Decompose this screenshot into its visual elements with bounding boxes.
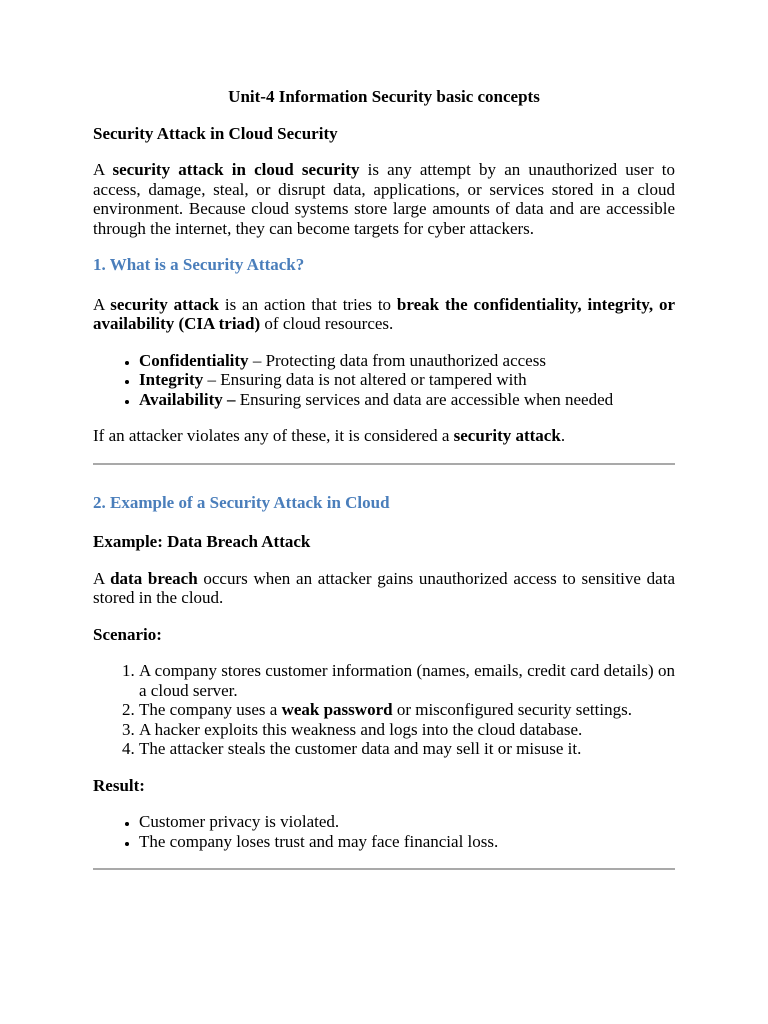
example-heading: Example: Data Breach Attack <box>93 532 311 551</box>
section1-bold-1: security attack <box>110 294 219 314</box>
closing-bold: security attack <box>453 426 561 445</box>
list-item <box>139 370 675 390</box>
bullet-desc: Ensuring services and data are accessible when needed <box>235 389 614 409</box>
list-item: • The company loses trust and may face financial loss. <box>139 832 675 852</box>
scenario-list <box>93 661 675 759</box>
list-item <box>139 739 675 759</box>
bullet-term: Integrity <box>139 370 204 389</box>
section2-text-2: occurs when an attacker gains unauthorized access to sensitive data stored in the cloud. <box>93 568 675 607</box>
section2-text-1: A <box>93 568 111 588</box>
cia-list <box>93 351 675 410</box>
list-item <box>139 661 675 700</box>
bullet-desc: – Ensuring data is not altered or tampered with <box>203 370 527 389</box>
scenario-text: The company uses a <box>139 700 282 719</box>
section1-text-1: A <box>93 294 111 314</box>
scenario-text: A company stores customer information (names, emails, credit card details) on a cloud server. <box>139 661 675 700</box>
section1-heading: 1. What is a Security Attack? <box>93 255 305 274</box>
closing-text-2: . <box>560 426 566 445</box>
list-item <box>139 390 675 410</box>
section1-bold-2: break the confidentiality, integrity, or availability (CIA triad) <box>93 294 676 333</box>
section1-text-2: is an action that tries to <box>218 294 397 314</box>
section1-text-3: of cloud resources. <box>260 314 394 333</box>
horizontal-divider <box>93 868 675 870</box>
section2-heading: 2. Example of a Security Attack in Cloud <box>93 492 390 512</box>
intro-text-2: is any attempt by an unauthorized user to access, damage, steal, or disrupt data, applications, or services stored in a cloud environment. Because cloud systems store large amounts of data and are accessible through the internet, they can become targets for cyber attackers. <box>93 160 676 238</box>
scenario-text: A hacker exploits this weakness and logs into the cloud database. <box>139 719 583 739</box>
result-label: Result: <box>93 775 145 795</box>
section1-closing <box>93 426 675 446</box>
horizontal-divider <box>93 463 675 465</box>
scenario-bold: weak password <box>281 700 393 719</box>
bullet-term: Confidentiality <box>139 350 249 370</box>
document-title: Unit-4 Information Security basic concepts <box>228 87 540 106</box>
scenario-text: The attacker steals the customer data and may sell it or misuse it. <box>139 739 582 758</box>
document-subtitle: Security Attack in Cloud Security <box>93 123 338 143</box>
scenario-text: or misconfigured security settings. <box>392 700 632 719</box>
section2-bold: data breach <box>110 568 198 588</box>
list-item <box>139 700 675 720</box>
bullet-desc: – Protecting data from unauthorized access <box>248 350 546 370</box>
section1-paragraph <box>93 295 675 334</box>
list-item <box>139 720 675 740</box>
list-item: • Customer privacy is violated. <box>139 812 675 832</box>
intro-text-1: A <box>93 160 113 179</box>
section2-paragraph <box>93 569 675 608</box>
intro-paragraph <box>93 160 675 238</box>
bullet-term: Availability – <box>139 389 236 409</box>
scenario-label: Scenario: <box>93 624 162 644</box>
intro-bold-term: security attack in cloud security <box>112 160 360 179</box>
list-item <box>139 351 675 371</box>
result-list <box>93 812 675 851</box>
closing-text-1: If an attacker violates any of these, it is considered a <box>93 426 454 445</box>
